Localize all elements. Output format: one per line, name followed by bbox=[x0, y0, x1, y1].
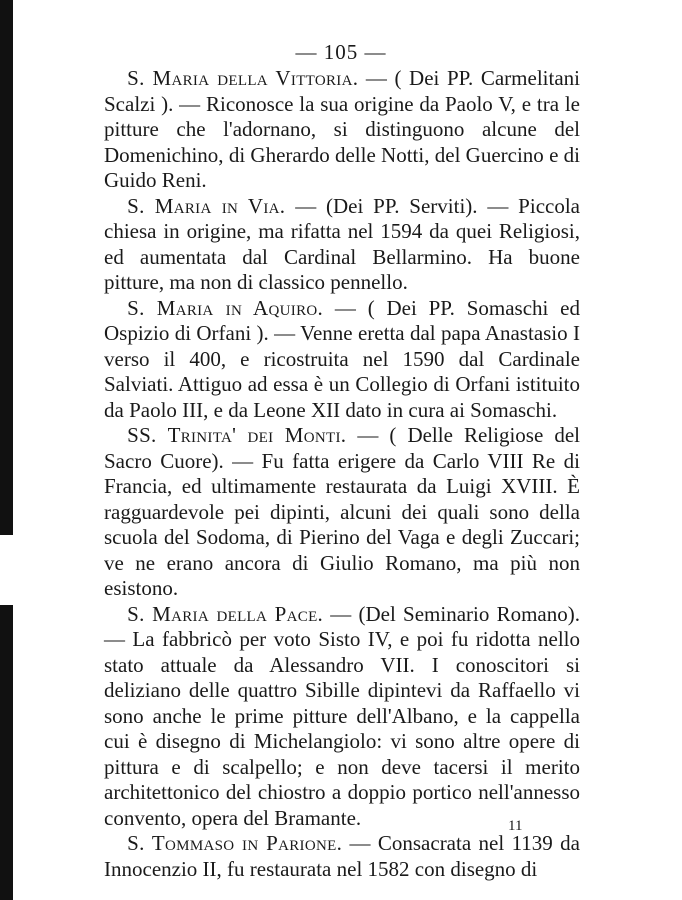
entry-santa-maria-della-pace bbox=[104, 602, 580, 832]
entry-title: S. Tommaso in Parione. bbox=[127, 831, 343, 855]
entry-santa-maria-in-via bbox=[104, 194, 580, 296]
entry-body: — ( Dei PP. Carmelitani Scalzi ). — Riconosce la sua origine da Paolo V, e tra le pitture che l'adornano, si distinguono alcune del Domenichino, di Gherardo delle Notti, del Guercino e di Guido Reni. bbox=[104, 66, 580, 192]
entry-title: S. Maria della Pace. bbox=[127, 601, 324, 626]
entry-trinita-dei-monti bbox=[104, 423, 580, 602]
entry-santa-maria-della-vittoria bbox=[104, 66, 580, 194]
signature-mark: 11 bbox=[508, 818, 523, 834]
entry-title: S. Maria in Via. bbox=[127, 193, 286, 218]
page-text bbox=[104, 66, 580, 882]
entry-title: SS. Trinita' dei Monti. bbox=[127, 423, 347, 447]
entry-title: S. Maria della Vittoria. bbox=[127, 66, 359, 90]
entry-body: — Consacrata nel 1139 da Innocenzio II, fu restaurata nel 1582 con disegno di bbox=[104, 831, 580, 881]
entry-san-tommaso-in-parione bbox=[104, 831, 580, 882]
entry-title: S. Maria in Aquiro. bbox=[127, 295, 324, 320]
entry-body: — (Dei PP. Serviti). — Piccola chiesa in origine, ma rifatta nel 1594 da quei Religiosi, ed aumentata dal Cardinal Bellarmino. Ha buone pitture, ma non di classico pennello. bbox=[104, 193, 580, 294]
entry-body: — (Del Seminario Romano). — La fabbricò per voto Sisto IV, e poi fu ridotta nello stato attuale da Alessandro VII. I conoscitori si deliziano delle quattro Sibille dipintevi da Raffaello vi sono anche le prime pitture dell'Albano, e la cappella cui è disegno di Michelangiolo: vi sono altre opere di pittura e di scalpello; e non deve tacersi il merito architettonico del chiostro a doppio portico nell'annesso convento, opera del Bramante. bbox=[104, 601, 580, 830]
entry-santa-maria-in-aquiro bbox=[104, 296, 580, 424]
spine-gap bbox=[0, 535, 13, 605]
entry-body: — ( Delle Religiose del Sacro Cuore). — Fu fatta erigere da Carlo VIII Re di Francia, ed ultimamente restaurata da Luigi XVIII. È ragguardevole pei dipinti, alcuni dei quali sono della scuola del Sodoma, di Pierino del Vaga e degli Zuccari; ve ne erano ancora di Giulio Romano, ma più non esistono. bbox=[104, 423, 580, 600]
entry-body: — ( Dei PP. Somaschi ed Ospizio di Orfani ). — Venne eretta dal papa Anastasio I verso il 400, e ricostruita nel 1590 dal Cardinale Salviati. Attiguo ad essa è un Collegio di Orfani istituito da Paolo III, e da Leone XII dato in cura ai Somaschi. bbox=[104, 295, 580, 422]
book-spine-edge bbox=[0, 0, 13, 900]
page-number: — 105 — bbox=[295, 40, 387, 64]
